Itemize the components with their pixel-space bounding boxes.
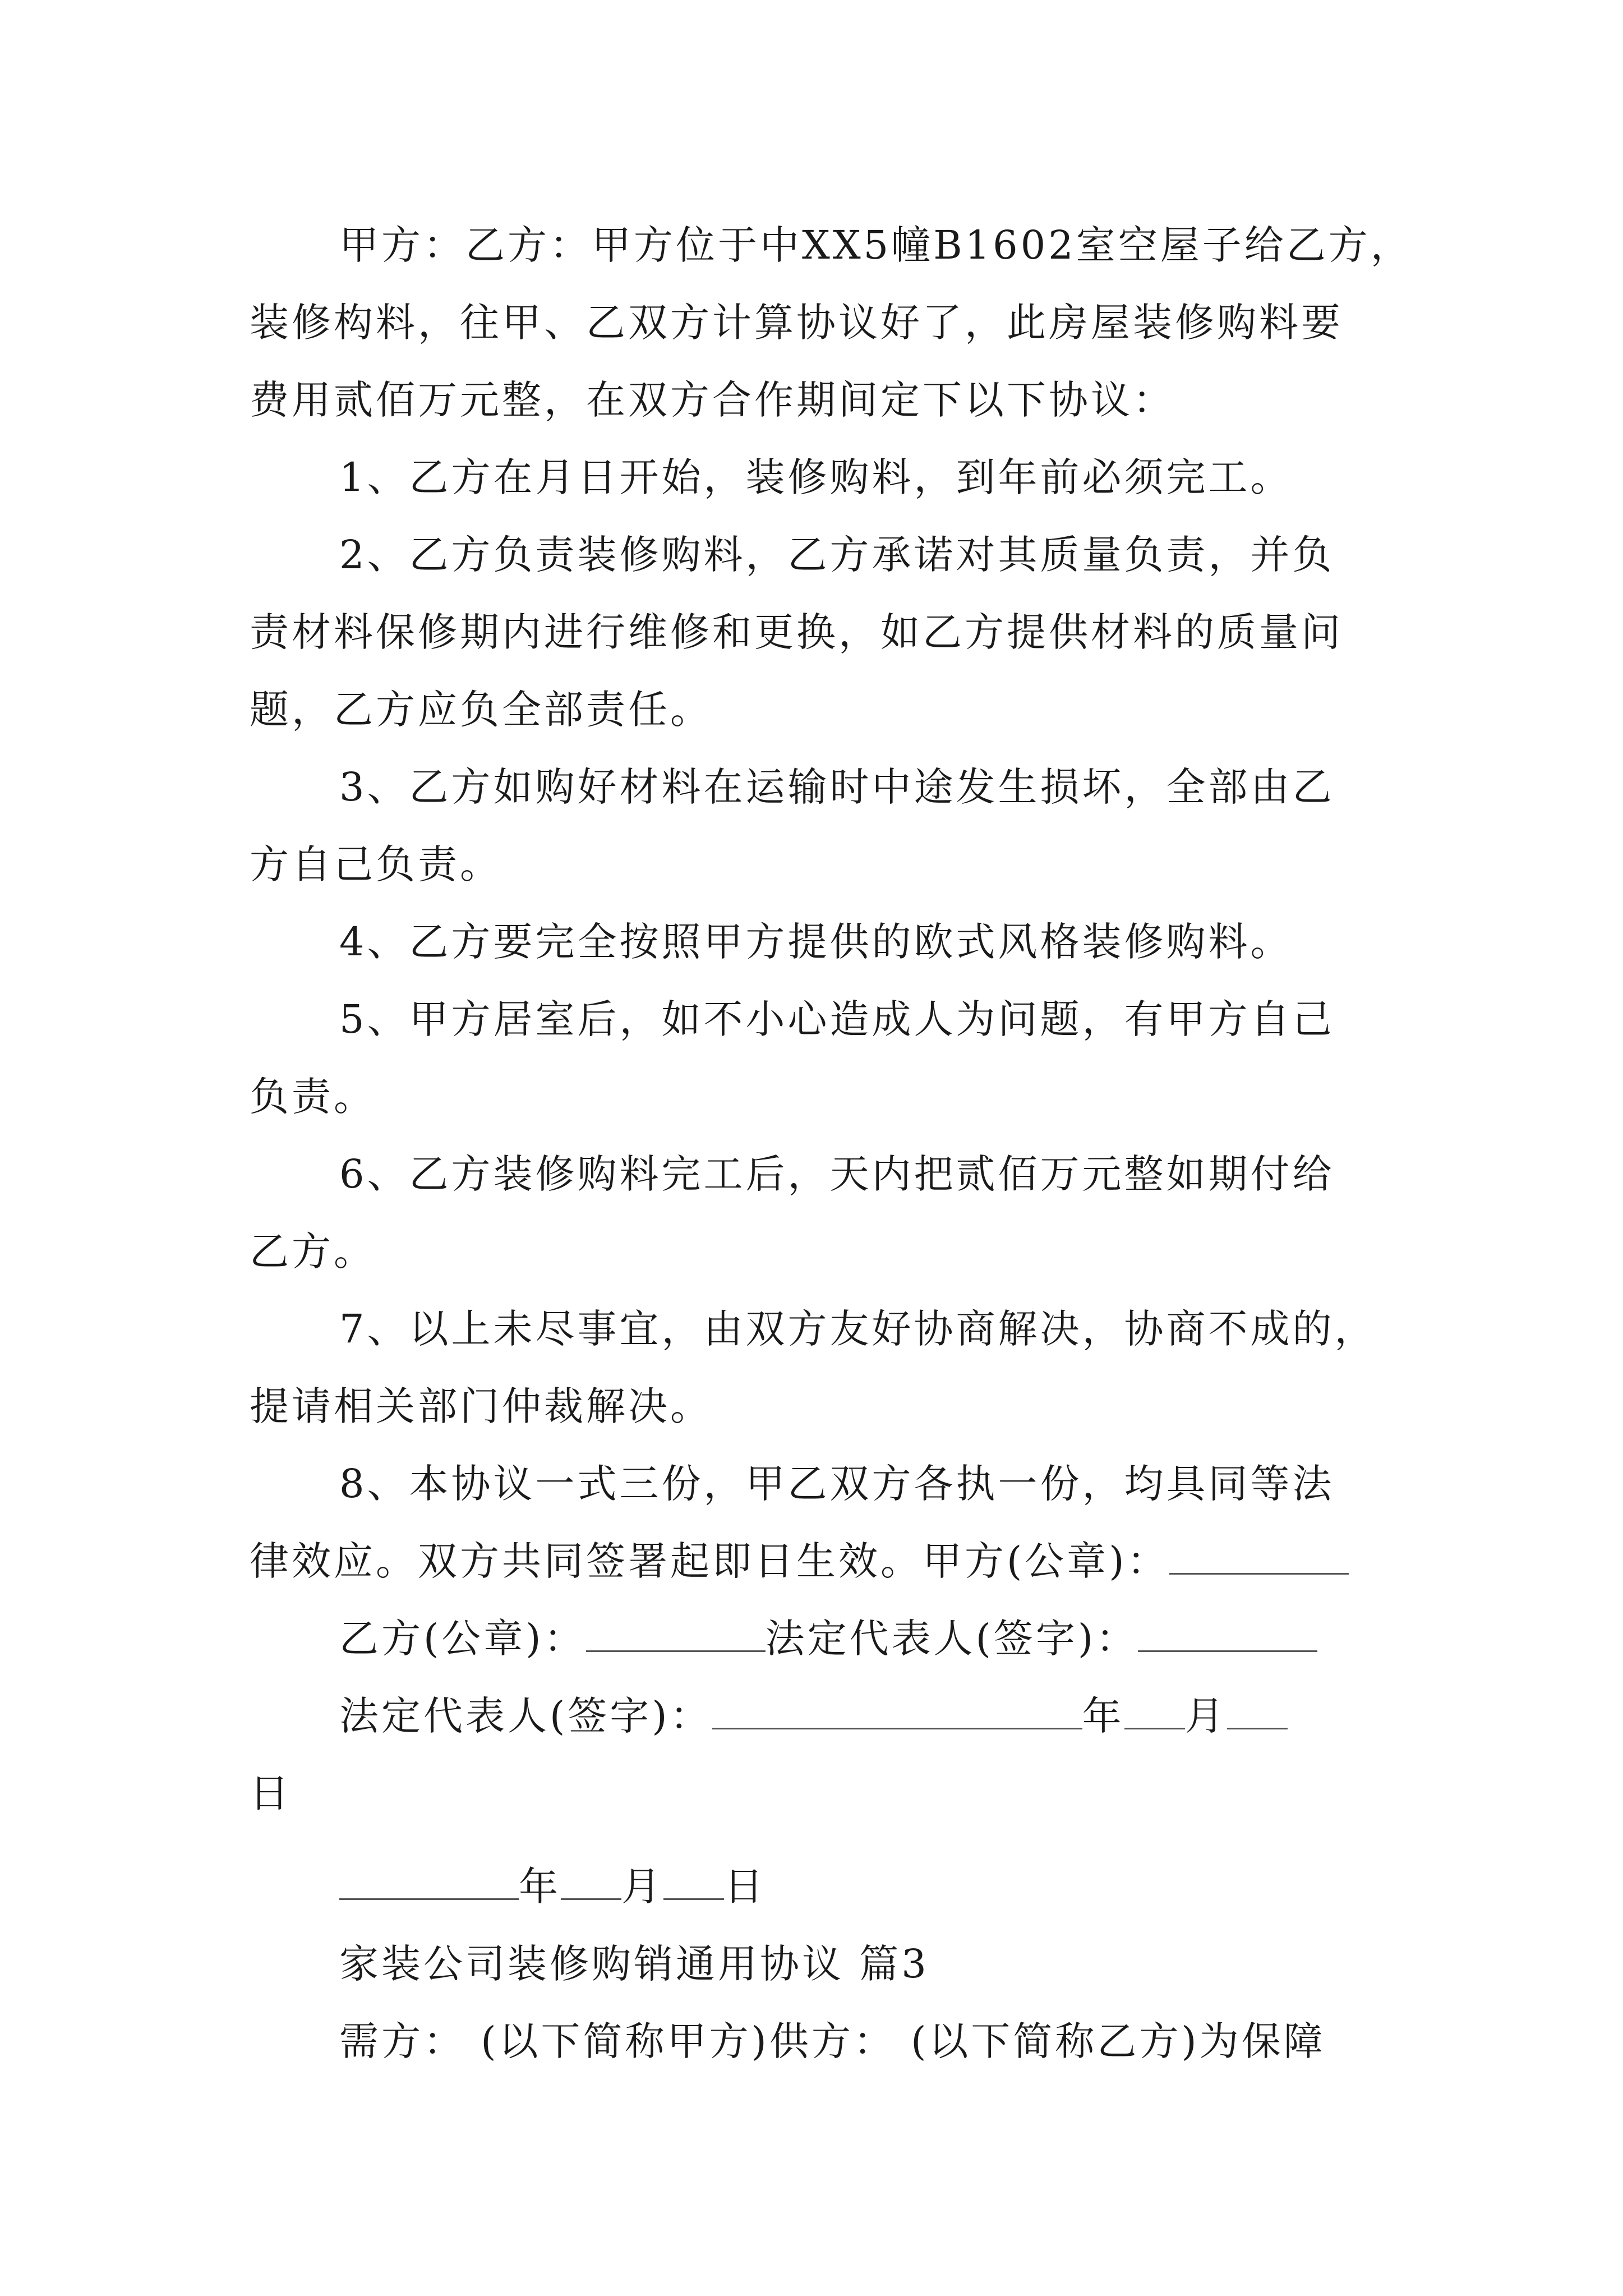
- date-line: [250, 1848, 1382, 1925]
- paragraph-line: 甲方：乙方：甲方位于中XX5幢B1602室空屋子给乙方，: [339, 222, 1413, 268]
- rep-sign-blank: [1138, 1618, 1317, 1652]
- month-label-2: 月: [621, 1864, 663, 1910]
- clause-7-line: 提请相关部门仲裁解决。: [250, 1383, 712, 1429]
- rep-sign-label-2: 法定代表人(签字)：: [339, 1693, 712, 1739]
- day-line: [250, 1755, 1382, 1832]
- day-label-2: 日: [724, 1864, 766, 1910]
- month-blank-2: [561, 1866, 621, 1900]
- year-label: 年: [1082, 1693, 1124, 1739]
- clause-7-line: 7、以上未尽事宜，由双方友好协商解决，协商不成的，: [339, 1306, 1377, 1352]
- next-section-first-line: 需方： (以下简称甲方)供方： (以下简称乙方)为保障: [339, 2018, 1326, 2064]
- clause-3-line: 3、乙方如购好材料在运输时中途发生损坏，全部由乙: [339, 764, 1335, 810]
- clause-1-line: 1、乙方在月日开始，装修购料，到年前必须完工。: [339, 454, 1293, 500]
- party-b-seal-blank: [586, 1618, 766, 1652]
- month-blank: [1124, 1695, 1185, 1729]
- clause-5-line: 负责。: [250, 1074, 376, 1120]
- signature-line: [250, 1600, 1382, 1677]
- clause-2-line: 题，乙方应负全部责任。: [250, 687, 712, 733]
- clause-2-line: 责材料保修期内进行维修和更换，如乙方提供材料的质量问: [250, 609, 1343, 655]
- clause-6-line: 6、乙方装修购料完工后，天内把贰佰万元整如期付给: [339, 1151, 1335, 1197]
- section-title: 家装公司装修购销通用协议 篇3: [339, 1941, 929, 1987]
- year-blank: [339, 1866, 519, 1900]
- party-b-seal-label: 乙方(公章)：: [339, 1616, 586, 1662]
- day-blank: [1227, 1695, 1288, 1729]
- clause-6-line: 乙方。: [250, 1228, 376, 1274]
- day-blank-2: [663, 1866, 724, 1900]
- clause-8-line: [250, 1522, 1382, 1600]
- clause-3-line: 方自己负责。: [250, 841, 502, 887]
- paragraph-line: 装修构料，往甲、乙双方计算协议好了，此房屋装修购料要: [250, 300, 1343, 346]
- day-label: 日: [250, 1770, 292, 1816]
- document-body: [250, 206, 1413, 2080]
- spacer: [250, 1832, 1382, 1848]
- year-label-2: 年: [519, 1864, 561, 1910]
- clause-2-line: 2、乙方负责装修购料，乙方承诺对其质量负责，并负: [339, 532, 1335, 578]
- month-label: 月: [1184, 1693, 1227, 1739]
- party-a-seal-label: 律效应。双方共同签署起即日生效。甲方(公章)：: [250, 1538, 1169, 1584]
- signature-date-line: [250, 1677, 1382, 1755]
- paragraph-line: 费用贰佰万元整，在双方合作期间定下以下协议：: [250, 377, 1175, 423]
- rep-sign-blank-2: [712, 1695, 1082, 1729]
- clause-4-line: 4、乙方要完全按照甲方提供的欧式风格装修购料。: [339, 919, 1293, 965]
- party-a-seal-blank: [1169, 1540, 1349, 1575]
- rep-sign-label: 法定代表人(签字)：: [765, 1616, 1138, 1662]
- clause-8-line: 8、本协议一式三份，甲乙双方各执一份，均具同等法: [339, 1461, 1335, 1507]
- clause-5-line: 5、甲方居室后，如不小心造成人为问题，有甲方自己: [339, 996, 1335, 1042]
